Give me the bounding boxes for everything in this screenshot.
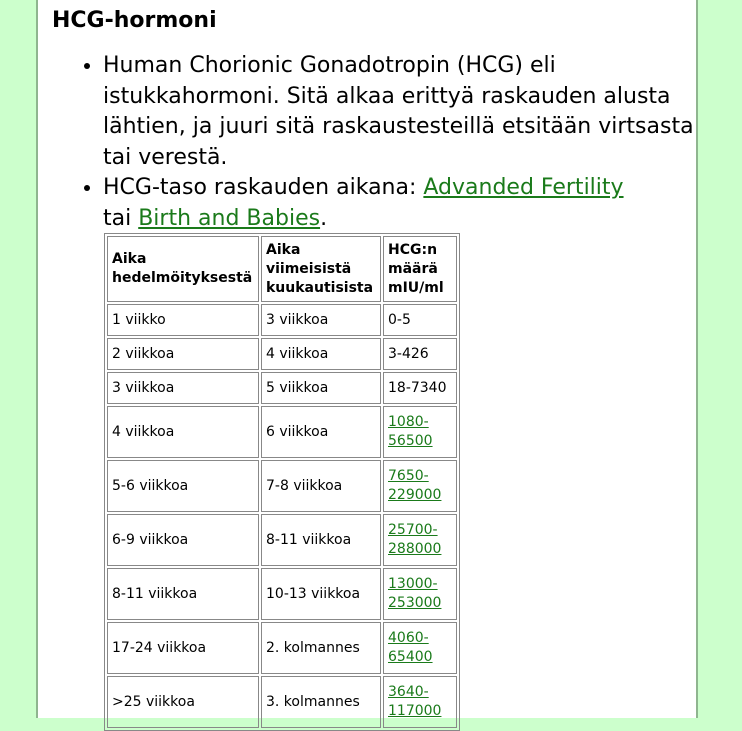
hcg-range-end: 288000 <box>388 541 442 557</box>
cell-last-period: 6 viikkoa <box>261 406 381 458</box>
cell-last-period: 2. kolmannes <box>261 622 381 674</box>
hcg-range-start: 25700- <box>388 522 438 538</box>
info-list <box>78 51 723 234</box>
hcg-range-link[interactable] <box>388 576 441 611</box>
table-row <box>107 338 457 370</box>
section-title: HCG-hormoni <box>52 8 217 33</box>
hcg-range-end: 253000 <box>388 595 442 611</box>
hcg-range-link[interactable] <box>388 468 441 503</box>
table-row <box>107 514 457 566</box>
hcg-range-start: 1080- <box>388 414 429 430</box>
cell-hcg <box>383 406 457 458</box>
cell-hcg <box>383 514 457 566</box>
cell-hcg <box>383 460 457 512</box>
hcg-range-link[interactable] <box>388 522 441 557</box>
levels-end-punctuation: . <box>320 205 328 231</box>
cell-last-period: 10-13 viikkoa <box>261 568 381 620</box>
cell-last-period: 7-8 viikkoa <box>261 460 381 512</box>
advanded-fertility-link[interactable]: Advanded Fertility <box>423 175 624 200</box>
hcg-range-end: 56500 <box>388 433 433 449</box>
cell-last-period: 4 viikkoa <box>261 338 381 370</box>
header-hcg-amount: HCG:n määrä mIU/ml <box>383 236 457 302</box>
cell-fertilization: 17-24 viikkoa <box>107 622 259 674</box>
cell-fertilization: 8-11 viikkoa <box>107 568 259 620</box>
table-header-row <box>107 236 457 302</box>
cell-fertilization: 4 viikkoa <box>107 406 259 458</box>
table-row <box>107 406 457 458</box>
cell-hcg <box>383 622 457 674</box>
cell-hcg: 3-426 <box>383 338 457 370</box>
hcg-range-start: 4060- <box>388 630 429 646</box>
birth-and-babies-link[interactable]: Birth and Babies <box>138 205 321 231</box>
hcg-range-end: 229000 <box>388 487 442 503</box>
cell-hcg: 18-7340 <box>383 372 457 404</box>
list-item-hcg-levels <box>103 173 723 234</box>
table-row <box>107 676 457 728</box>
list-item-hcg-description: • Human Chorionic Gonadotropin (HCG) eli istukkahormoni. Sitä alkaa erittyä raskauden alusta lähtien, ja juuri sitä raskaustesteillä etsitään virtsasta tai verestä. <box>103 51 723 173</box>
hcg-range-end: 117000 <box>388 703 442 719</box>
levels-intro-text: HCG-taso raskauden aikana: <box>103 175 424 200</box>
hcg-range-link[interactable] <box>388 684 441 719</box>
cell-fertilization: 2 viikkoa <box>107 338 259 370</box>
hcg-range-start: 13000- <box>388 576 438 592</box>
header-time-since-last-period: Aika viimeisistä kuukautisista <box>261 236 381 302</box>
cell-last-period: 3. kolmannes <box>261 676 381 728</box>
cell-hcg <box>383 568 457 620</box>
hcg-range-start: 3640- <box>388 684 429 700</box>
cell-fertilization: >25 viikkoa <box>107 676 259 728</box>
hcg-levels-table <box>104 233 460 731</box>
cell-fertilization: 1 viikko <box>107 304 259 336</box>
table-row <box>107 304 457 336</box>
levels-connector-text: tai <box>103 205 139 231</box>
table-row <box>107 372 457 404</box>
cell-fertilization: 3 viikkoa <box>107 372 259 404</box>
cell-last-period: 5 viikkoa <box>261 372 381 404</box>
cell-fertilization: 6-9 viikkoa <box>107 514 259 566</box>
hcg-range-link[interactable] <box>388 414 433 449</box>
hcg-range-end: 65400 <box>388 649 433 665</box>
content-panel <box>36 0 698 718</box>
hcg-range-start: 7650- <box>388 468 429 484</box>
cell-hcg <box>383 676 457 728</box>
cell-last-period: 8-11 viikkoa <box>261 514 381 566</box>
header-time-since-fertilization: Aika hedelmöityksestä <box>107 236 259 302</box>
cell-last-period: 3 viikkoa <box>261 304 381 336</box>
cell-hcg: 0-5 <box>383 304 457 336</box>
table-row <box>107 568 457 620</box>
table-row <box>107 460 457 512</box>
cell-fertilization: 5-6 viikkoa <box>107 460 259 512</box>
table-row <box>107 622 457 674</box>
hcg-range-link[interactable] <box>388 630 433 665</box>
